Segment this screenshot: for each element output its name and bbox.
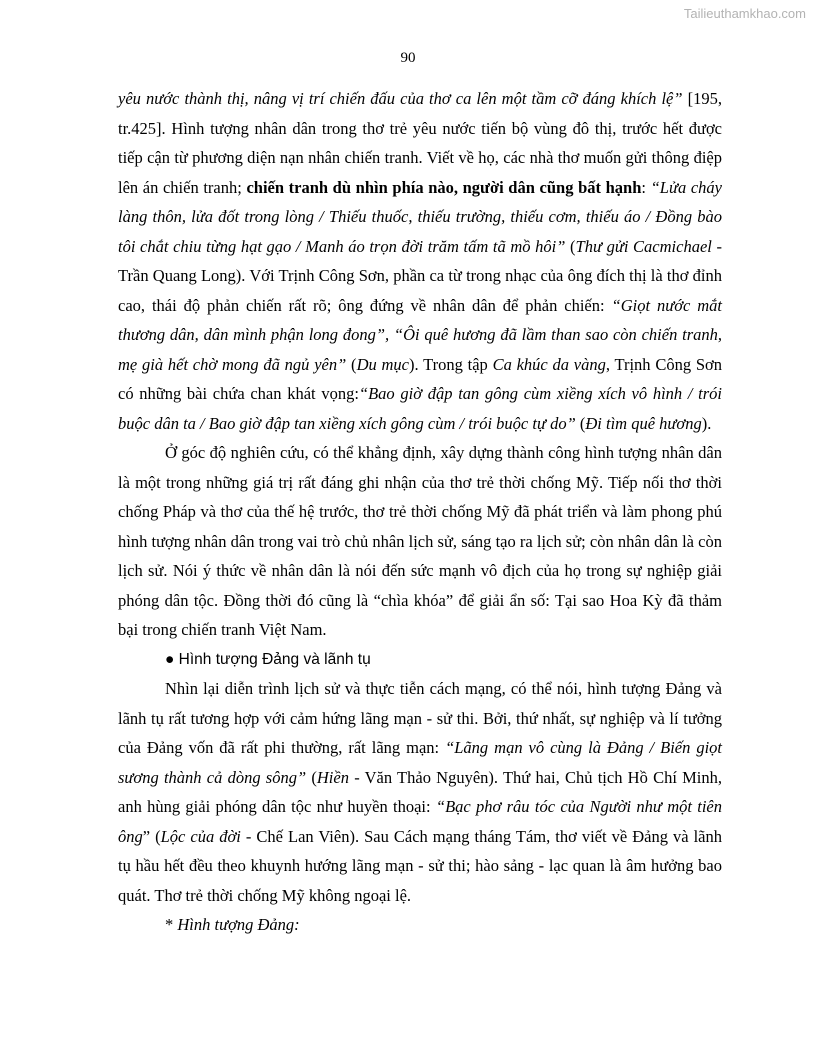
work-title: Đi tìm quê hương — [585, 413, 702, 433]
quote-text: “Bạc phơ râu tóc của Người như một tiên ông — [118, 797, 722, 846]
body-text: ). Trong tập — [409, 354, 493, 374]
body-text: - Trần Quang Long). Với Trịnh Công Sơn, phần ca từ trong nhạc của ông đích thị là thơ đỉnh cao, thái độ phản chiến rất rõ; ông đứng về nhân dân để phản chiến: — [118, 236, 722, 315]
body-text: Nhìn lại diễn trình lịch sử và thực tiễn cách mạng, có thể nói, hình tượng Đảng và lãnh tụ rất tương hợp với cảm hứng lãng mạn - sử thi. Bởi, thứ nhất, sự nghiệp và lí tưởng của Đảng vốn đã rất phi thường, rất lãng mạn: — [118, 679, 722, 757]
watermark: Tailieuthamkhao.com — [683, 6, 806, 21]
star-marker: * — [165, 915, 178, 934]
paragraph-3 — [118, 674, 722, 910]
document-body — [118, 84, 722, 940]
body-text: [195, tr.425]. Hình tượng nhân dân trong thơ trẻ yêu nước tiến bộ vùng đô thị, trước hết được tiếp cận từ phương diện nạn nhân chiến tranh. Viết về họ, các nhà thơ muốn gửi thông điệp lên án chiến tranh; — [118, 89, 722, 197]
section-heading: ● Hình tượng Đảng và lãnh tụ — [165, 650, 371, 668]
body-text: ” ( — [142, 826, 161, 846]
quote-text: “Bao giờ đập tan gông cùm xiềng xích vô hình / trói buộc dân ta / Bao giờ đập tan xiềng xích gông cùm / trói buộc tự do” — [118, 384, 723, 433]
work-title: Thư gửi Cacmichael — [575, 236, 712, 256]
paragraph-1 — [118, 84, 722, 438]
quote-text: “Giọt nước mắt thương dân, dân mình phận long đong”, “Ôi quê hương đã lầm than sao còn chiến tranh, mẹ già hết chờ mong đã ngủ yên” — [118, 295, 722, 374]
body-text: ( — [306, 767, 317, 787]
body-text: , Trịnh Công Sơn có những bài chứa chan khát vọng: — [118, 354, 723, 403]
body-text: ( — [346, 354, 357, 374]
body-text: - Chế Lan Viên). Sau Cách mạng tháng Tám, thơ viết về Đảng và lãnh tụ hầu hết đều theo khuynh hướng lãng mạn - sử thi; hào sảng - lạc quan là âm hưởng bao quát. Thơ trẻ thời chống Mỹ không ngoại lệ. — [118, 826, 722, 905]
body-text: - Văn Thảo Nguyên). Thứ hai, Chủ tịch Hồ Chí Minh, anh hùng giải phóng dân tộc như huyền thoại: — [118, 767, 723, 816]
body-text: : — [641, 177, 651, 197]
subsection-title: Hình tượng Đảng: — [177, 915, 300, 934]
quote-text: “Lửa cháy làng thôn, lửa đốt trong lòng / Thiếu thuốc, thiếu trường, thiếu cơm, thiếu áo / Đồng bào tôi chắt chiu từng hạt gạo / Manh áo trọn đời trăm tấm tã mồ hôi” — [118, 177, 722, 256]
body-text: ( — [565, 236, 576, 256]
quote-text: yêu nước thành thị, nâng vị trí chiến đấu của thơ ca lên một tầm cỡ đáng khích lệ” — [118, 89, 683, 108]
quote-text: “Lãng mạn vô cùng là Đảng / Biến giọt sương thành cả dòng sông” — [118, 738, 722, 787]
work-title: Du mục — [356, 354, 409, 374]
work-title: Ca khúc da vàng — [492, 354, 606, 374]
body-text: ). — [701, 413, 712, 433]
bold-text: chiến tranh dù nhìn phía nào, người dân cũng bất hạnh — [246, 177, 642, 197]
work-title: Lộc của đời — [160, 826, 241, 846]
page-number: 90 — [400, 50, 416, 66]
paragraph-2: Ở góc độ nghiên cứu, có thể khẳng định, xây dựng thành công hình tượng nhân dân là một trong những giá trị rất đáng ghi nhận của thơ trẻ thời chống Mỹ. Tiếp nối thơ thời chống Pháp và thơ của thế hệ trước, thơ trẻ thời chống Mỹ đã phát triển và làm phong phú hình tượng nhân dân trong vai trò chủ nhân lịch sử, sáng tạo ra lịch sử; còn nhân dân là còn lịch sử. Nói ý thức về nhân dân là nói đến sức mạnh vô địch của họ trong sự nghiệp giải phóng dân tộc. Đồng thời đó cũng là “chìa khóa” để giải ẩn số: Tại sao Hoa Kỳ đã thảm bại trong chiến tranh Việt Nam. — [118, 443, 722, 639]
body-text: ( — [575, 413, 586, 433]
work-title: Hiền — [316, 767, 349, 787]
subsection-heading — [118, 910, 722, 940]
